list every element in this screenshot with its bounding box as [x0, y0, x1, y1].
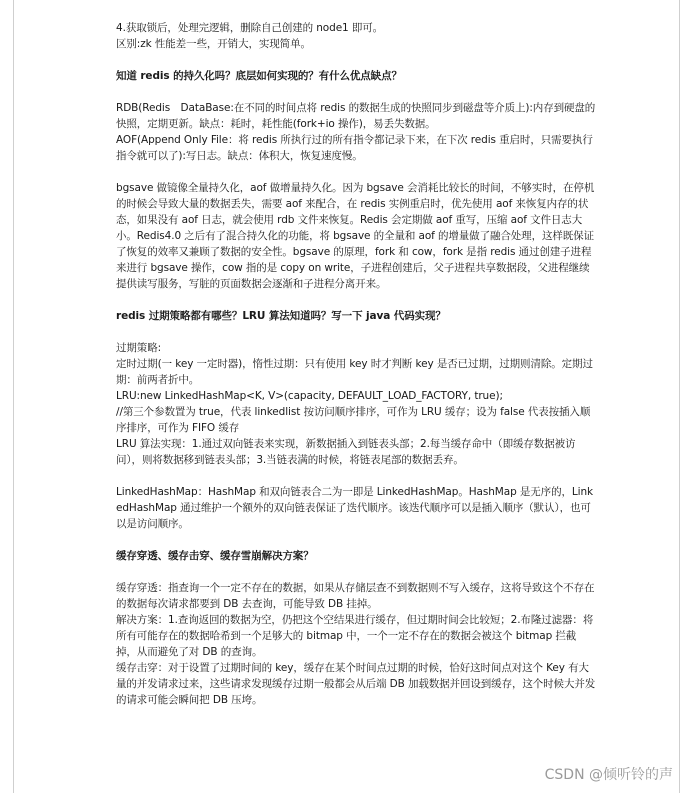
paragraph-spacer [116, 84, 596, 100]
body-paragraph: bgsave 做镜像全量持久化，aof 做增量持久化。因为 bgsave 会消耗比较长的时间，不够实时，在停机的时候会导致大量的数据丢失，需要 aof 来配合，在 redis 实例重启时，优先使用 aof 来恢复内存的状态，如果没有 aof 日志，就会使用 rdb 文件来恢复。Redis 会定期做 aof 重写，压缩 aof 文件日志大小。Redis4.0 之后有了混合持久化的功能，将 bgsave 的全量和 aof 的增量做了融合处理，这样既保证了恢复的效率又兼顾了数据的安全性。bgsave 的原理，fork 和 cow，fork 是指 redis 通过创建子进程来进行 bgsave 操作，cow 指的是 copy on write，子进程创建后，父子进程共享数据段，父进程继续提供读写服务，写脏的页面数据会逐渐和子进程分离开来。 [116, 182, 595, 290]
section-heading: redis 过期策略都有哪些？LRU 算法知道吗？写一下 java 代码实现？ [116, 310, 446, 322]
paragraph-spacer [116, 468, 596, 484]
csdn-watermark: CSDN @倾听铃的声 [544, 767, 673, 783]
paragraph-spacer [116, 532, 596, 548]
document-page [13, 0, 680, 793]
body-paragraph: 定时过期(一 key 一定时器)，惰性过期：只有使用 key 时才判断 key 是否已过期，过期则清除。定期过期：前两者折中。 [116, 358, 593, 386]
body-paragraph: //第三个参数置为 true，代表 linkedlist 按访问顺序排序，可作为 LRU 缓存；设为 false 代表按插入顺序排序，可作为 FIFO 缓存 [116, 406, 591, 434]
paragraph-spacer [116, 324, 596, 340]
body-paragraph: LRU:new LinkedHashMap<K, V>(capacity, DEFAULT_LOAD_FACTORY, true); [116, 390, 503, 402]
body-paragraph: 4.获取锁后，处理完逻辑，删除自己创建的 node1 即可。 [116, 22, 384, 34]
body-paragraph: AOF(Append Only File：将 redis 所执行过的所有指令都记录下来，在下次 redis 重启时，只需要执行指令就可以了):写日志。缺点：体积大，恢复速度慢。 [116, 134, 593, 162]
body-paragraph: LinkedHashMap：HashMap 和双向链表合二为一即是 LinkedHashMap。HashMap 是无序的，LinkedHashMap 通过维护一个额外的双向链表保证了迭代顺序。该迭代顺序可以是插入顺序（默认），也可以是访问顺序。 [116, 486, 593, 530]
body-paragraph: 缓存击穿：对于设置了过期时间的 key，缓存在某个时间点过期的时候，恰好这时间点对这个 Key 有大量的并发请求过来，这些请求发现缓存过期一般都会从后端 DB 加载数据并回设到缓存，这个时候大并发的请求可能会瞬间把 DB 压垮。 [116, 662, 596, 706]
paragraph-spacer [116, 52, 596, 68]
body-paragraph: 过期策略: [116, 342, 162, 354]
body-paragraph: 区别:zk 性能差一些，开销大，实现简单。 [116, 38, 311, 50]
body-paragraph: 缓存穿透：指查询一个一定不存在的数据，如果从存储层查不到数据则不写入缓存，这将导致这个不存在的数据每次请求都要到 DB 去查询，可能导致 DB 挂掉。 [116, 582, 595, 610]
body-paragraph: RDB(Redis DataBase:在不同的时间点将 redis 的数据生成的快照同步到磁盘等介质上):内存到硬盘的快照，定期更新。缺点：耗时，耗性能(fork+io 操作)，易丢失数据。 [116, 102, 596, 130]
section-heading: 知道 redis 的持久化吗？底层如何实现的？有什么优点缺点？ [116, 70, 402, 82]
paragraph-spacer [116, 564, 596, 580]
section-heading: 缓存穿透、缓存击穿、缓存雪崩解决方案？ [116, 550, 314, 562]
paragraph-spacer [116, 164, 596, 180]
body-paragraph: 解决方案：1.查询返回的数据为空，仍把这个空结果进行缓存，但过期时间会比较短；2.布隆过滤器：将所有可能存在的数据哈希到一个足够大的 bitmap 中，一个一定不存在的数据会被这个 bitmap 拦截掉，从而避免了对 DB 的查询。 [116, 614, 594, 658]
paragraph-spacer [116, 292, 596, 308]
document-body [116, 20, 596, 708]
body-paragraph: LRU 算法实现：1.通过双向链表来实现，新数据插入到链表头部；2.每当缓存命中（即缓存数据被访问），则将数据移到链表头部；3.当链表满的时候，将链表尾部的数据丢弃。 [116, 438, 576, 466]
